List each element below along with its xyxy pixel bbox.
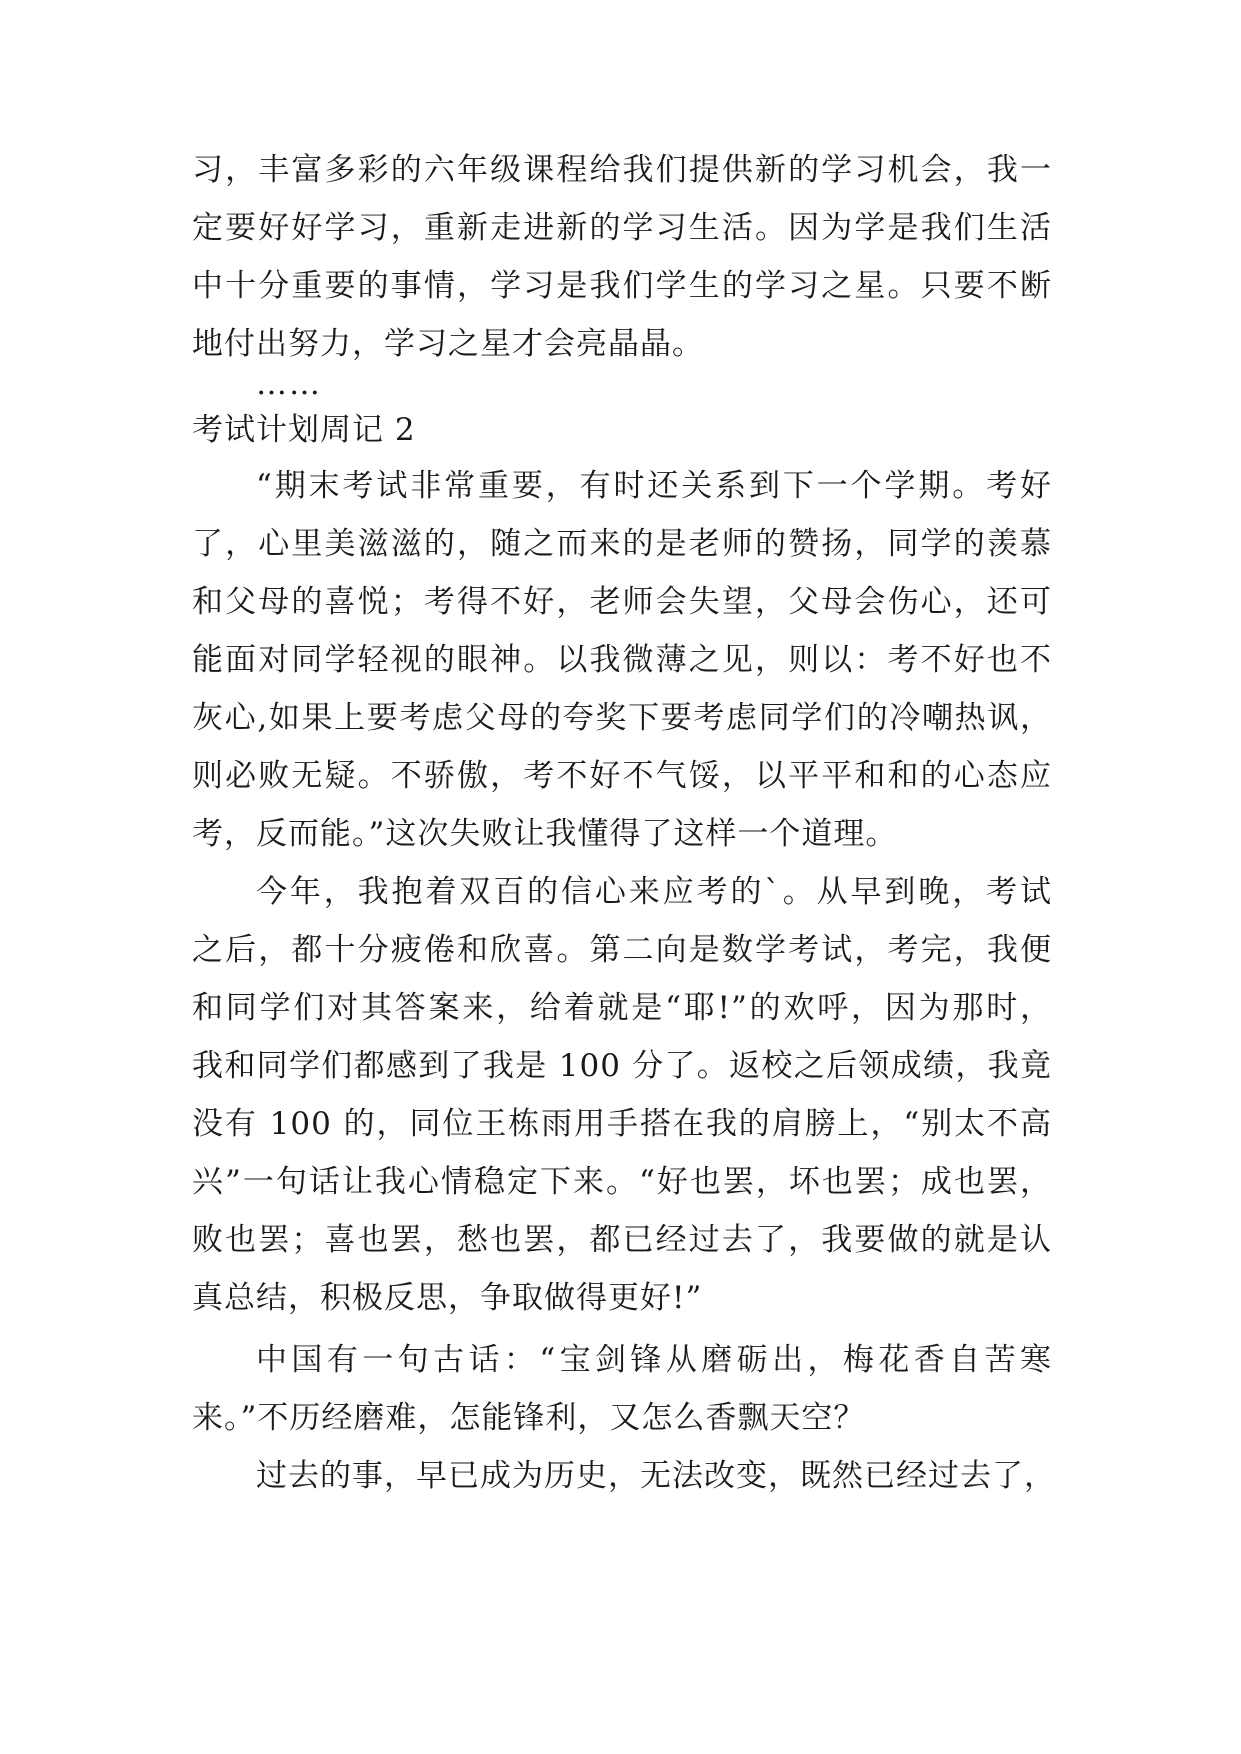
paragraph-line: 败也罢；喜也罢，愁也罢，都已经过去了，我要做的就是认 bbox=[192, 1222, 1052, 1258]
paragraph-line: 之后，都十分疲倦和欣喜。第二向是数学考试，考完，我便 bbox=[192, 932, 1052, 968]
paragraph-line: 中国有一句古话：“宝剑锋从磨砺出，梅花香自苦寒 bbox=[256, 1342, 1052, 1378]
section-title: 考试计划周记 2 bbox=[192, 412, 416, 448]
paragraph-line: 兴”一句话让我心情稳定下来。“好也罢，坏也罢；成也罢， bbox=[192, 1164, 1052, 1200]
paragraph-line: 真总结，积极反思，争取做得更好!” bbox=[192, 1280, 703, 1316]
paragraph-line: 考，反而能。”这次失败让我懂得了这样一个道理。 bbox=[192, 816, 898, 852]
paragraph-line: 灰心,如果上要考虑父母的夸奖下要考虑同学们的冷嘲热讽， bbox=[192, 700, 1052, 736]
paragraph-line: 和父母的喜悦；考得不好，老师会失望，父母会伤心，还可 bbox=[192, 584, 1052, 620]
ellipsis: …… bbox=[256, 366, 322, 402]
paragraph-line: 了，心里美滋滋的，随之而来的是老师的赞扬，同学的羡慕 bbox=[192, 526, 1052, 562]
paragraph-line: 能面对同学轻视的眼神。以我微薄之见，则以：考不好也不 bbox=[192, 642, 1052, 678]
paragraph-line: 来。”不历经磨难，怎能锋利，又怎么香飘天空？ bbox=[192, 1400, 866, 1436]
paragraph-line: “期末考试非常重要，有时还关系到下一个学期。考好 bbox=[256, 468, 1052, 504]
paragraph-line: 则必败无疑。不骄傲，考不好不气馁，以平平和和的心态应 bbox=[192, 758, 1052, 794]
paragraph-line: 地付出努力，学习之星才会亮晶晶。 bbox=[192, 326, 704, 362]
paragraph-line: 定要好好学习，重新走进新的学习生活。因为学是我们生活 bbox=[192, 210, 1052, 246]
paragraph-line: 我和同学们都感到了我是 100 分了。返校之后领成绩，我竟 bbox=[192, 1048, 1052, 1084]
paragraph-line: 习，丰富多彩的六年级课程给我们提供新的学习机会，我一 bbox=[192, 152, 1052, 188]
paragraph-line: 今年，我抱着双百的信心来应考的`。从早到晚，考试 bbox=[256, 874, 1052, 910]
paragraph-line: 没有 100 的，同位王栋雨用手搭在我的肩膀上，“别太不高 bbox=[192, 1106, 1052, 1142]
paragraph-line: 中十分重要的事情，学习是我们学生的学习之星。只要不断 bbox=[192, 268, 1052, 304]
paragraph-line: 过去的事，早已成为历史，无法改变，既然已经过去了， bbox=[256, 1458, 1056, 1494]
paragraph-line: 和同学们对其答案来，给着就是“耶!”的欢呼，因为那时， bbox=[192, 990, 1052, 1026]
